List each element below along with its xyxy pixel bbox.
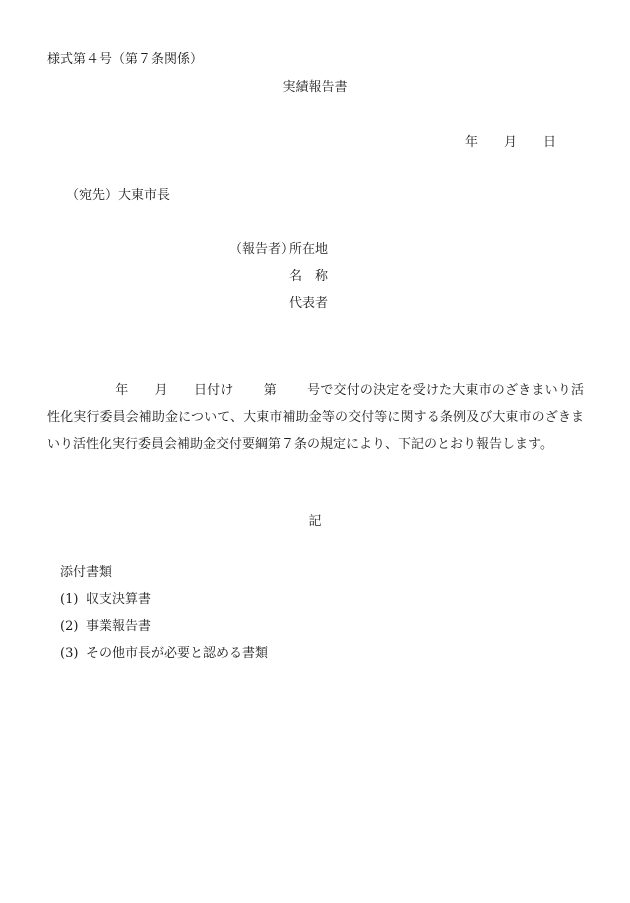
ki-heading: 記 (308, 514, 322, 529)
date-line (465, 136, 556, 149)
body-year-label: 年 (115, 383, 129, 398)
attachment-label: 収支決算書 (86, 592, 152, 607)
attachment-item (60, 647, 268, 660)
attachment-number: (1) (60, 592, 79, 607)
attachments-heading: 添付書類 (60, 565, 113, 580)
body-month-label: 月 (154, 383, 168, 398)
attachment-number: (3) (60, 646, 79, 661)
date-month-label: 月 (504, 135, 518, 150)
reporter-address-label: 所在地 (289, 242, 329, 257)
attachment-item (60, 593, 151, 606)
reporter-name-label: 名 称 (289, 269, 329, 284)
attachment-label: 事業報告書 (86, 619, 152, 634)
body-number-prefix: 第 (263, 383, 277, 398)
reporter-label: （報告者） (229, 242, 295, 257)
date-year-label: 年 (465, 135, 479, 150)
date-day-label: 日 (543, 135, 557, 150)
reporter-representative-label: 代表者 (289, 296, 329, 311)
body-date-label: 日付け (193, 383, 234, 398)
addressee: （宛先）大東市長 (66, 188, 171, 203)
attachment-item (60, 620, 151, 633)
attachment-number: (2) (60, 619, 79, 634)
document-title: 実績報告書 (282, 80, 348, 95)
body-text: 号で交付の決定を受けた大東市のざきまいり活性化実行委員会補助金について、大東市補助金等の交付等に関する条例及び大東市のざきまいり活性化実行委員会補助金交付要綱第７条の規定により、下記のとおり報告します。 (47, 383, 584, 452)
report-body-paragraph (47, 377, 584, 458)
attachment-label: その他市長が必要と認める書類 (86, 646, 269, 661)
form-number: 様式第４号（第７条関係） (47, 52, 204, 67)
